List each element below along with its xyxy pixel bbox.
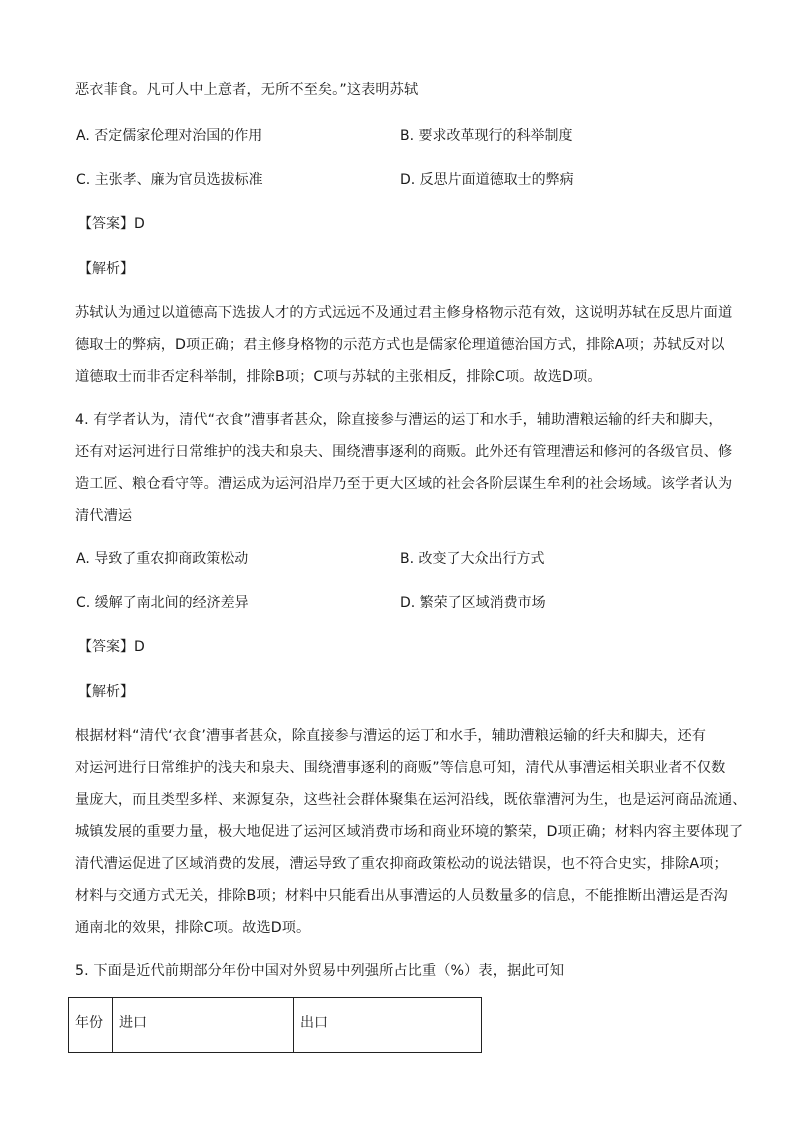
q4-option-c: C. 缓解了南北间的经济差异	[76, 595, 249, 611]
q4-stem-line: 清代漕运	[75, 508, 133, 524]
q4-stem-line: 4. 有学者认为，清代“衣食”漕事者甚众，除直接参与漕运的运丁和水手，辅助漕粮运输的纤夫和脚夫，	[75, 412, 723, 428]
q4-analysis-line: 城镇发展的重要力量，极大地促进了运河区域消费市场和商业环境的繁荣，D项正确；材料内容主要体现了	[75, 824, 744, 840]
table-header-export: 出口	[294, 998, 482, 1053]
q4-analysis-line: 清代漕运促进了区域消费的发展，漕运导致了重农抑商政策松动的说法错误，也不符合史实，排除A项；	[75, 856, 728, 872]
q3-option-d: D. 反思片面道德取士的弊病	[400, 172, 574, 188]
table-header-year: 年份	[69, 998, 113, 1053]
q3-option-c: C. 主张孝、廉为官员选拔标准	[76, 172, 263, 188]
table-header-row	[69, 998, 482, 1053]
q4-answer: 【答案】D	[78, 639, 145, 655]
q3-stem-tail: 恶衣菲食。凡可人中上意者，无所不至矣。”这表明苏轼	[75, 82, 419, 98]
q4-stem-line: 造工匠、粮仓看守等。漕运成为运河沿岸乃至于更大区域的社会各阶层谋生牟利的社会场域。该学者认为	[75, 476, 733, 492]
q3-analysis-line: 苏轼认为通过以道德高下选拔人才的方式远远不及通过君主修身格物示范有效，这说明苏轼在反思片面道	[75, 305, 733, 321]
q5-stem: 5. 下面是近代前期部分年份中国对外贸易中列强所占比重（%）表，据此可知	[75, 963, 565, 979]
q4-option-a: A. 导致了重农抑商政策松动	[76, 551, 249, 567]
q3-analysis-line: 德取士的弊病，D项正确；君主修身格物的示范方式也是儒家伦理道德治国方式，排除A项；苏轼反对以	[75, 337, 725, 353]
q3-analysis-label: 【解析】	[78, 261, 134, 277]
q4-option-d: D. 繁荣了区域消费市场	[400, 595, 546, 611]
q4-analysis-line: 根据材料“清代‘衣食’漕事者甚众，除直接参与漕运的运丁和水手，辅助漕粮运输的纤夫和脚夫，还有	[75, 728, 707, 744]
trade-share-table	[68, 997, 482, 1053]
q4-analysis-line: 通南北的效果，排除C项。故选D项。	[75, 920, 311, 936]
q4-option-b: B. 改变了大众出行方式	[400, 551, 545, 567]
table-header-import: 进口	[113, 998, 294, 1053]
q3-answer: 【答案】D	[78, 216, 145, 232]
q4-stem-line: 还有对运河进行日常维护的浅夫和泉夫、围绕漕事逐利的商贩。此外还有管理漕运和修河的各级官员、修	[75, 444, 733, 460]
q3-option-a: A. 否定儒家伦理对治国的作用	[76, 128, 263, 144]
q4-analysis-label: 【解析】	[78, 684, 134, 700]
q3-analysis-line: 道德取士而非否定科举制，排除B项；C项与苏轼的主张相反，排除C项。故选D项。	[75, 369, 602, 385]
q4-analysis-line: 对运河进行日常维护的浅夫和泉夫、围绕漕事逐利的商贩”等信息可知，清代从事漕运相关职业者不仅数	[75, 760, 726, 776]
q4-analysis-line: 材料与交通方式无关，排除B项；材料中只能看出从事漕运的人员数量多的信息，不能推断出漕运是否沟	[75, 888, 728, 904]
q4-analysis-line: 量庞大，而且类型多样、来源复杂，这些社会群体聚集在运河沿线，既依靠漕河为生，也是运河商品流通、	[75, 792, 747, 808]
q3-option-b: B. 要求改革现行的科举制度	[400, 128, 573, 144]
